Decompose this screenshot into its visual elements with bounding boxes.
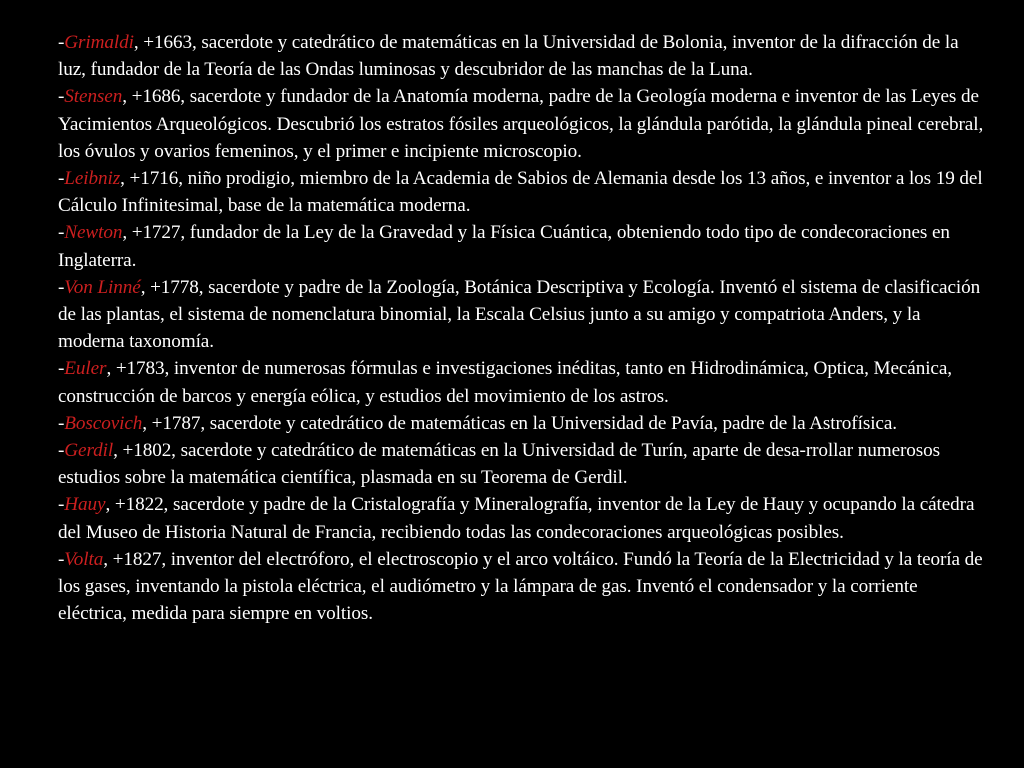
entry-euler <box>58 355 986 409</box>
entry-text: , +1783, inventor de numerosas fórmulas e investigaciones inéditas, tanto en Hidrodinámica, Optica, Mecánica, construcción de barcos y energía eólica, y estudios del movimiento de los astros. <box>58 358 952 407</box>
scientist-name: Volta <box>64 548 104 570</box>
entry-grimaldi <box>58 29 986 83</box>
entry-dash: - <box>58 276 65 298</box>
slide-text-block <box>58 29 986 627</box>
scientist-name: Leibniz <box>64 168 121 190</box>
scientist-name: Boscovich <box>64 412 143 434</box>
entry-dash: - <box>58 358 65 380</box>
entry-dash: - <box>58 548 65 570</box>
entry-text: , +1802, sacerdote y catedrático de matemáticas en la Universidad de Turín, aparte de desa-rrollar numerosos estudios sobre la matemática científica, plasmada en su Teorema de Gerdil. <box>58 440 941 489</box>
scientist-name: Newton <box>64 222 123 244</box>
scientist-name: Hauy <box>64 494 106 516</box>
entry-dash: - <box>58 222 65 244</box>
entry-text: , +1822, sacerdote y padre de la Cristalografía y Mineralografía, inventor de la Ley de Hauy y ocupando la cátedra del Museo de Historia Natural de Francia, recibiendo todas las condecoraciones arqueológicas posibles. <box>58 494 975 543</box>
entry-boscovich <box>58 410 986 437</box>
entry-dash: - <box>58 440 65 462</box>
entry-dash: - <box>58 86 65 108</box>
entry-von-linne <box>58 274 986 356</box>
entry-text: , +1686, sacerdote y fundador de la Anatomía moderna, padre de la Geología moderna e inventor de las Leyes de Yacimientos Arqueológicos. Descubrió los estratos fósiles arqueológicos, la glándula parótida, la glándula pineal cerebral, los óvulos y ovarios femeninos, y el primer e incipiente microscopio. <box>58 86 984 162</box>
entry-dash: - <box>58 168 65 190</box>
scientist-name: Von Linné <box>64 276 141 298</box>
entry-text: , +1663, sacerdote y catedrático de matemáticas en la Universidad de Bolonia, inventor de la difracción de la luz, fundador de la Teoría de las Ondas luminosas y descubridor de las manchas de la Luna. <box>58 32 959 81</box>
entry-text: , +1787, sacerdote y catedrático de matemáticas en la Universidad de Pavía, padre de la Astrofísica. <box>142 412 897 434</box>
scientist-name: Grimaldi <box>64 32 134 53</box>
entry-stensen <box>58 83 986 165</box>
scientist-name: Euler <box>64 358 107 380</box>
entry-text: , +1716, niño prodigio, miembro de la Academia de Sabios de Alemania desde los 13 años, e inventor a los 19 del Cálculo Infinitesimal, base de la matemática moderna. <box>58 168 983 217</box>
entry-gerdil <box>58 437 986 491</box>
entry-text: , +1827, inventor del electróforo, el electroscopio y el arco voltáico. Fundó la Teoría de la Electricidad y la teoría de los gases, inventando la pistola eléctrica, el audiómetro y la lámpara de gas. Inventó el condensador y la corriente eléctrica, medida para siempre en voltios. <box>58 548 983 625</box>
scientist-name: Stensen <box>64 86 123 108</box>
entry-dash: - <box>58 494 65 516</box>
entry-hauy <box>58 491 986 545</box>
entry-text: , +1778, sacerdote y padre de la Zoología, Botánica Descriptiva y Ecología. Inventó el sistema de clasificación de las plantas, el sistema de nomenclatura binomial, la Escala Celsius junto a su amigo y compatriota Anders, y la moderna taxonomía. <box>58 276 981 353</box>
scientist-name: Gerdil <box>64 440 114 462</box>
entry-newton <box>58 219 986 273</box>
entry-leibniz <box>58 165 986 219</box>
entry-dash: - <box>58 412 65 434</box>
entry-volta <box>58 546 986 628</box>
entry-dash: - <box>58 32 65 53</box>
entry-text: , +1727, fundador de la Ley de la Gravedad y la Física Cuántica, obteniendo todo tipo de condecoraciones en Inglaterra. <box>58 222 950 271</box>
